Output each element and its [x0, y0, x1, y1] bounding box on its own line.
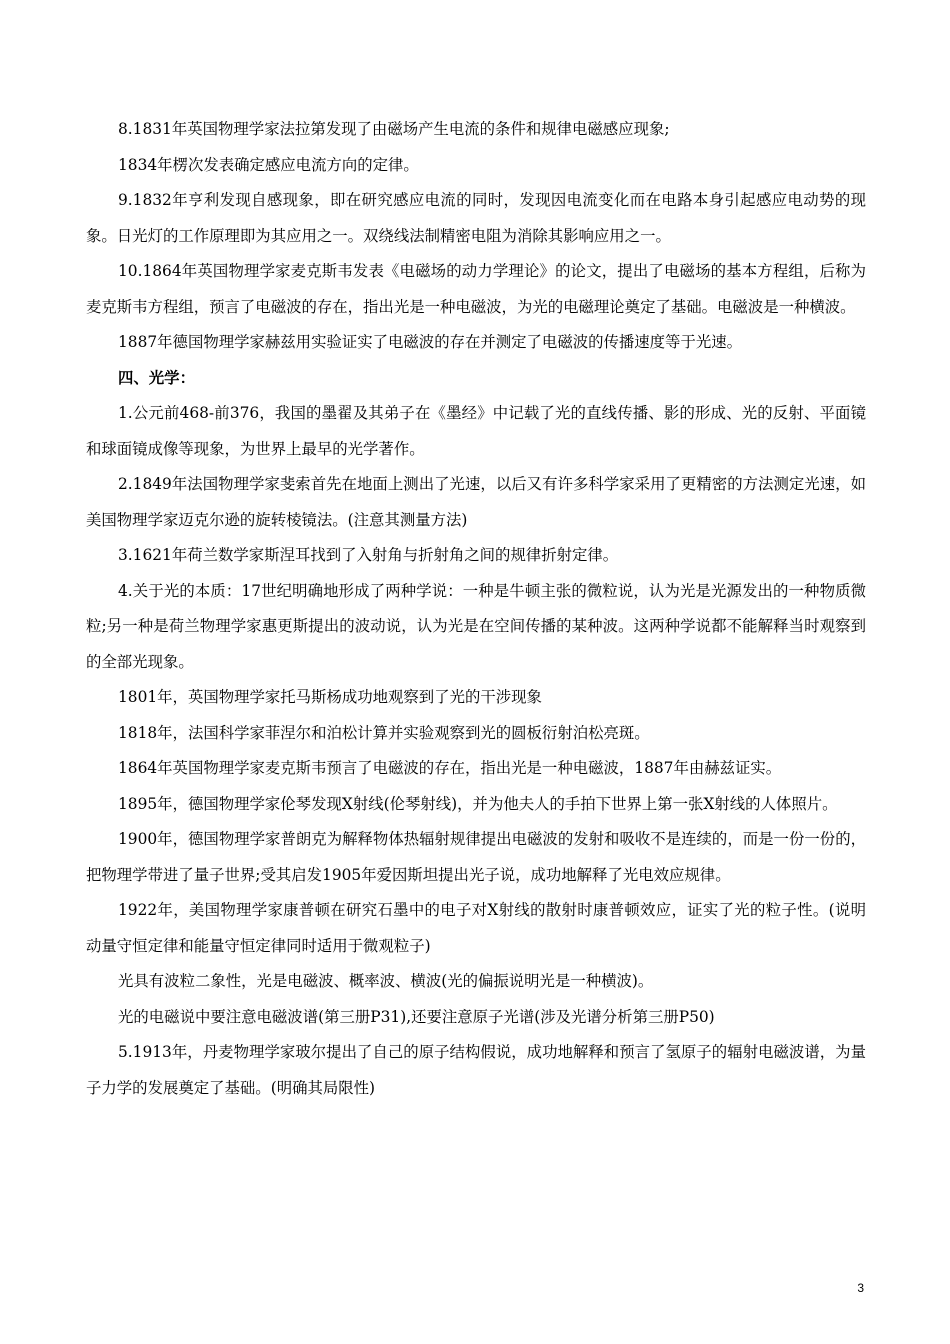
paragraph-lenz: 1834年楞次发表确定感应电流方向的定律。 [118, 155, 419, 174]
paragraph-wave-particle: 光具有波粒二象性，光是电磁波、概率波、横波(光的偏振说明光是一种横波)。 [118, 972, 654, 990]
paragraph-young: 1801年，英国物理学家托马斯杨成功地观察到了光的干涉现象 [118, 688, 542, 706]
paragraph-faraday: 8.1831年英国物理学家法拉第发现了由磁场产生电流的条件和规律电磁感应现象; [118, 120, 670, 138]
paragraph-snell: 3.1621年荷兰数学家斯涅耳找到了入射角与折射角之间的规律折射定律。 [118, 546, 619, 564]
paragraph-maxwell-light: 1864年英国物理学家麦克斯韦预言了电磁波的存在，指出光是一种电磁波，1887年由赫兹证实。 [118, 759, 782, 777]
paragraph-bohr: 5.1913年，丹麦物理学家玻尔提出了自己的原子结构假说，成功地解释和预言了氢原子的辐射电磁波谱，为量子力学的发展奠定了基础。(明确其局限性) [86, 1043, 866, 1097]
paragraph-hertz: 1887年德国物理学家赫兹用实验证实了电磁波的存在并测定了电磁波的传播速度等于光速。 [118, 333, 743, 351]
paragraph-compton: 1922年，美国物理学家康普顿在研究石墨中的电子对X射线的散射时康普顿效应，证实了光的粒子性。(说明动量守恒定律和能量守恒定律同时适用于微观粒子) [86, 901, 866, 955]
document-body [86, 112, 866, 1106]
paragraph-mojing: 1.公元前468-前376，我国的墨翟及其弟子在《墨经》中记载了光的直线传播、影的形成、光的反射、平面镜和球面镜成像等现象，为世界上最早的光学著作。 [86, 404, 866, 458]
paragraph-maxwell: 10.1864年英国物理学家麦克斯韦发表《电磁场的动力学理论》的论文，提出了电磁场的基本方程组，后称为麦克斯韦方程组，预言了电磁波的存在，指出光是一种电磁波，为光的电磁理论奠定了基础。电磁波是一种横波。 [86, 262, 866, 316]
paragraph-henry: 9.1832年亨利发现自感现象，即在研究感应电流的同时，发现因电流变化而在电路本身引起感应电动势的现象。日光灯的工作原理即为其应用之一。双绕线法制精密电阻为消除其影响应用之一。 [86, 191, 866, 245]
section-heading-optics: 四、光学： [118, 368, 195, 387]
paragraph-planck: 1900年，德国物理学家普朗克为解释物体热辐射规律提出电磁波的发射和吸收不是连续的，而是一份一份的，把物理学带进了量子世界;受其启发1905年爱因斯坦提出光子说，成功地解释了光电效应规律。 [86, 830, 866, 884]
paragraph-fizeau: 2.1849年法国物理学家斐索首先在地面上测出了光速，以后又有许多科学家采用了更精密的方法测定光速，如美国物理学家迈克尔逊的旋转棱镜法。(注意其测量方法) [86, 475, 866, 529]
page-number: 3 [857, 1281, 864, 1295]
paragraph-fresnel: 1818年，法国科学家菲涅尔和泊松计算并实验观察到光的圆板衍射泊松亮斑。 [118, 723, 650, 742]
paragraph-spectrum: 光的电磁说中要注意电磁波谱(第三册P31),还要注意原子光谱(涉及光谱分析第三册P50) [118, 1007, 715, 1026]
paragraph-nature-of-light: 4.关于光的本质：17世纪明确地形成了两种学说：一种是牛顿主张的微粒说，认为光是光源发出的一种物质微粒;另一种是荷兰物理学家惠更斯提出的波动说，认为光是在空间传播的某种波。这两种学说都不能解释当时观察到的全部光现象。 [86, 581, 866, 671]
paragraph-roentgen: 1895年，德国物理学家伦琴发现X射线(伦琴射线)，并为他夫人的手拍下世界上第一张X射线的人体照片。 [118, 794, 838, 813]
